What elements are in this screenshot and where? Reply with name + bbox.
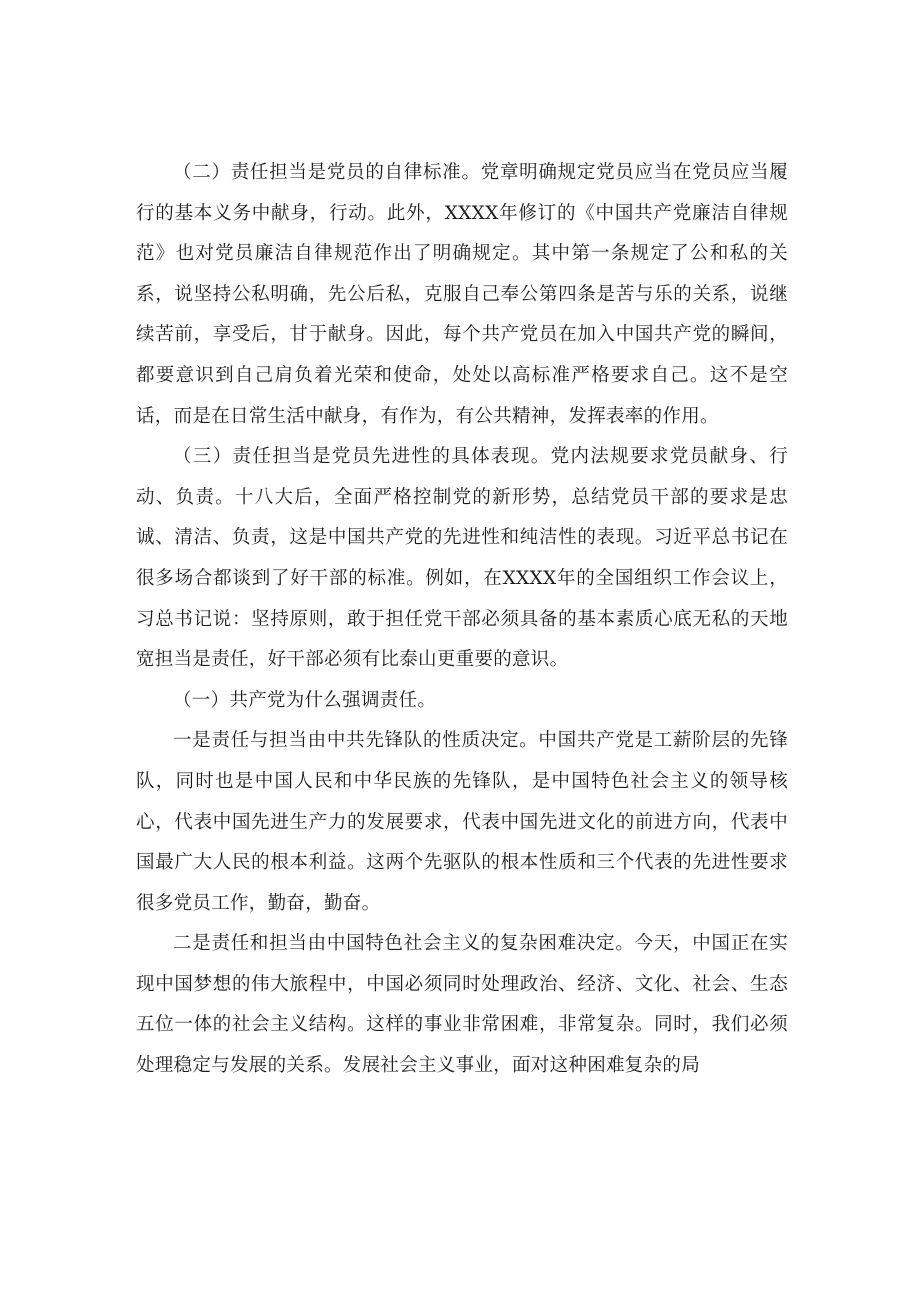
paragraph-socialism-complexity: 二是责任和担当由中国特色社会主义的复杂困难决定。今天，中国正在实现中国梦想的伟大旅程中，中国必须同时处理政治、经济、文化、社会、生态五位一体的社会主义结构。这样的事业非常困难，非常复杂。同时，我们必须处理稳定与发展的关系。发展社会主义事业，面对这种困难复杂的局 — [136, 933, 788, 1077]
document-body — [136, 153, 788, 1087]
paragraph-responsibility-self-discipline: （二）责任担当是党员的自律标准。党章明确规定党员应当在党员应当履行的基本义务中献身，行动。此外，XXXX年修订的《中国共产党廉洁自律规范》也对党员廉洁自律规范作出了明确规定。其中第一条规定了公和私的关系，说坚持公私明确，先公后私，克服自己奉公第四条是苦与乐的关系，说继续苦前，享受后，甘于献身。因此，每个共产党员在加入中国共产党的瞬间，都要意识到自己肩负着光荣和使命，处处以高标准严格要求自己。这不是空话，而是在日常生活中献身，有作为，有公共精神，发挥表率的作用。 — [136, 162, 788, 427]
paragraph-responsibility-advancement: （三）责任担当是党员先进性的具体表现。党内法规要求党员献身、行动、负责。十八大后，全面严格控制党的新形势，总结党员干部的要求是忠诚、清洁、负责，这是中国共产党的先进性和纯洁性的表现。习近平总书记在很多场合都谈到了好干部的标准。例如，在XXXX年的全国组织工作会议上，习总书记说：坚持原则，敢于担任党干部必须具备的基本素质心底无私的天地宽担当是责任，好干部必须有比泰山更重要的意识。 — [136, 446, 788, 671]
section-heading-why-emphasize-responsibility: （一）共产党为什么强调责任。 — [173, 689, 437, 711]
paragraph-vanguard-nature: 一是责任与担当由中共先锋队的性质决定。中国共产党是工薪阶层的先锋队，同时也是中国人民和中华民族的先锋队，是中国特色社会主义的领导核心，代表中国先进生产力的发展要求，代表中国先进文化的前进方向，代表中国最广大人民的根本利益。这两个先驱队的根本性质和三个代表的先进性要求很多党员工作，勤奋，勤奋。 — [136, 730, 788, 914]
